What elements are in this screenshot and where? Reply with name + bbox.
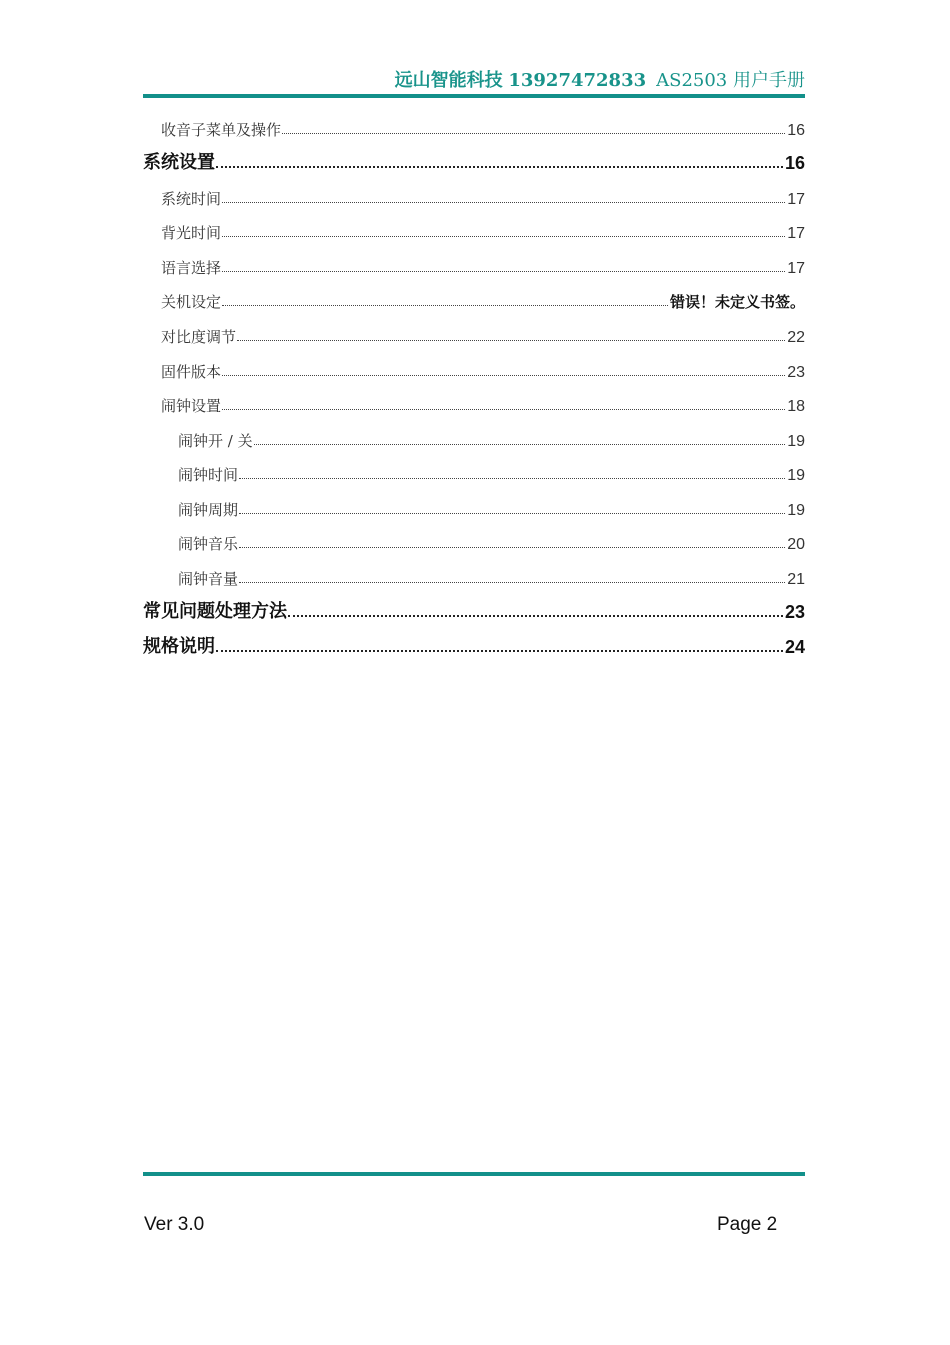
toc-entry-page: 16 <box>787 122 805 139</box>
toc-entry-page: 19 <box>787 433 805 450</box>
toc-entry[interactable] <box>143 490 805 520</box>
toc-entry-label: 固件版本 <box>161 363 222 381</box>
toc-entry[interactable] <box>143 317 805 347</box>
toc-entry-page: 17 <box>787 225 805 242</box>
toc-entry[interactable] <box>143 593 805 623</box>
toc-leader <box>288 615 783 617</box>
toc-entry-page: 21 <box>787 571 805 588</box>
header-phone: 13927472833 <box>508 70 647 91</box>
header-rule <box>143 94 805 98</box>
toc-entry-label: 对比度调节 <box>161 328 237 346</box>
toc-leader <box>222 202 785 203</box>
toc-leader <box>239 513 785 514</box>
toc-entry-page: 17 <box>787 260 805 277</box>
toc-leader <box>239 547 785 548</box>
toc-leader <box>216 166 783 168</box>
toc-entry-label: 背光时间 <box>161 224 222 242</box>
toc-entry-label: 闹钟音乐 <box>178 535 239 553</box>
toc-bookmark-error: 错误！未定义书签。 <box>669 293 805 311</box>
toc-entry-label: 系统时间 <box>161 190 222 208</box>
toc-entry[interactable] <box>143 524 805 554</box>
toc-leader <box>222 236 785 237</box>
toc-entry[interactable] <box>143 282 805 312</box>
toc-entry-page: 22 <box>787 329 805 346</box>
toc-leader <box>239 478 785 479</box>
toc-entry-label: 闹钟设置 <box>161 397 222 415</box>
toc-entry[interactable] <box>143 144 805 174</box>
toc-entry-label: 闹钟周期 <box>178 501 239 519</box>
header-company: 远山智能科技 <box>394 70 503 91</box>
toc-entry[interactable] <box>143 421 805 451</box>
toc-entry-page: 16 <box>784 153 805 173</box>
toc-entry[interactable] <box>143 179 805 209</box>
header-manual: 用户手册 <box>733 70 805 91</box>
toc-leader <box>222 305 668 306</box>
toc-leader <box>237 340 785 341</box>
toc-entry[interactable] <box>143 248 805 278</box>
toc-leader <box>216 650 783 652</box>
footer-page-number: Page 2 <box>717 1214 778 1235</box>
toc-entry-label: 闹钟音量 <box>178 570 239 588</box>
toc-entry-page: 20 <box>787 536 805 553</box>
toc-entry[interactable] <box>143 455 805 485</box>
toc-entry-label: 语言选择 <box>161 259 222 277</box>
toc-entry-label: 规格说明 <box>143 636 215 657</box>
header-model: AS2503 <box>656 70 728 91</box>
toc-leader <box>222 271 785 272</box>
toc-entry-label: 常见问题处理方法 <box>143 601 287 622</box>
toc-entry-label: 收音子菜单及操作 <box>161 121 282 139</box>
toc-entry-label: 关机设定 <box>161 293 222 311</box>
toc-entry[interactable] <box>143 352 805 382</box>
toc-entry-label: 闹钟开 / 关 <box>178 432 253 450</box>
toc-leader <box>254 444 786 445</box>
footer-version: Ver 3.0 <box>144 1214 205 1235</box>
toc-leader <box>222 409 785 410</box>
toc-entry-page: 24 <box>784 637 805 657</box>
footer-rule <box>143 1172 805 1176</box>
toc-entry-page: 19 <box>787 502 805 519</box>
toc-entry-page: 18 <box>787 398 805 415</box>
toc-entry[interactable] <box>143 559 805 589</box>
toc-entry[interactable] <box>143 110 805 140</box>
toc-entry[interactable] <box>143 628 805 658</box>
toc-entry-page: 17 <box>787 191 805 208</box>
toc-entry-page: 19 <box>787 467 805 484</box>
toc-entry-page: 23 <box>787 364 805 381</box>
toc-leader <box>222 375 785 376</box>
toc-leader <box>282 133 785 134</box>
toc-entry-page: 23 <box>784 602 805 622</box>
toc-entry-label: 系统设置 <box>143 152 215 173</box>
toc-leader <box>239 582 785 583</box>
toc-entry[interactable] <box>143 213 805 243</box>
toc-entry[interactable] <box>143 386 805 416</box>
toc-entry-label: 闹钟时间 <box>178 466 239 484</box>
page-header <box>143 66 805 92</box>
